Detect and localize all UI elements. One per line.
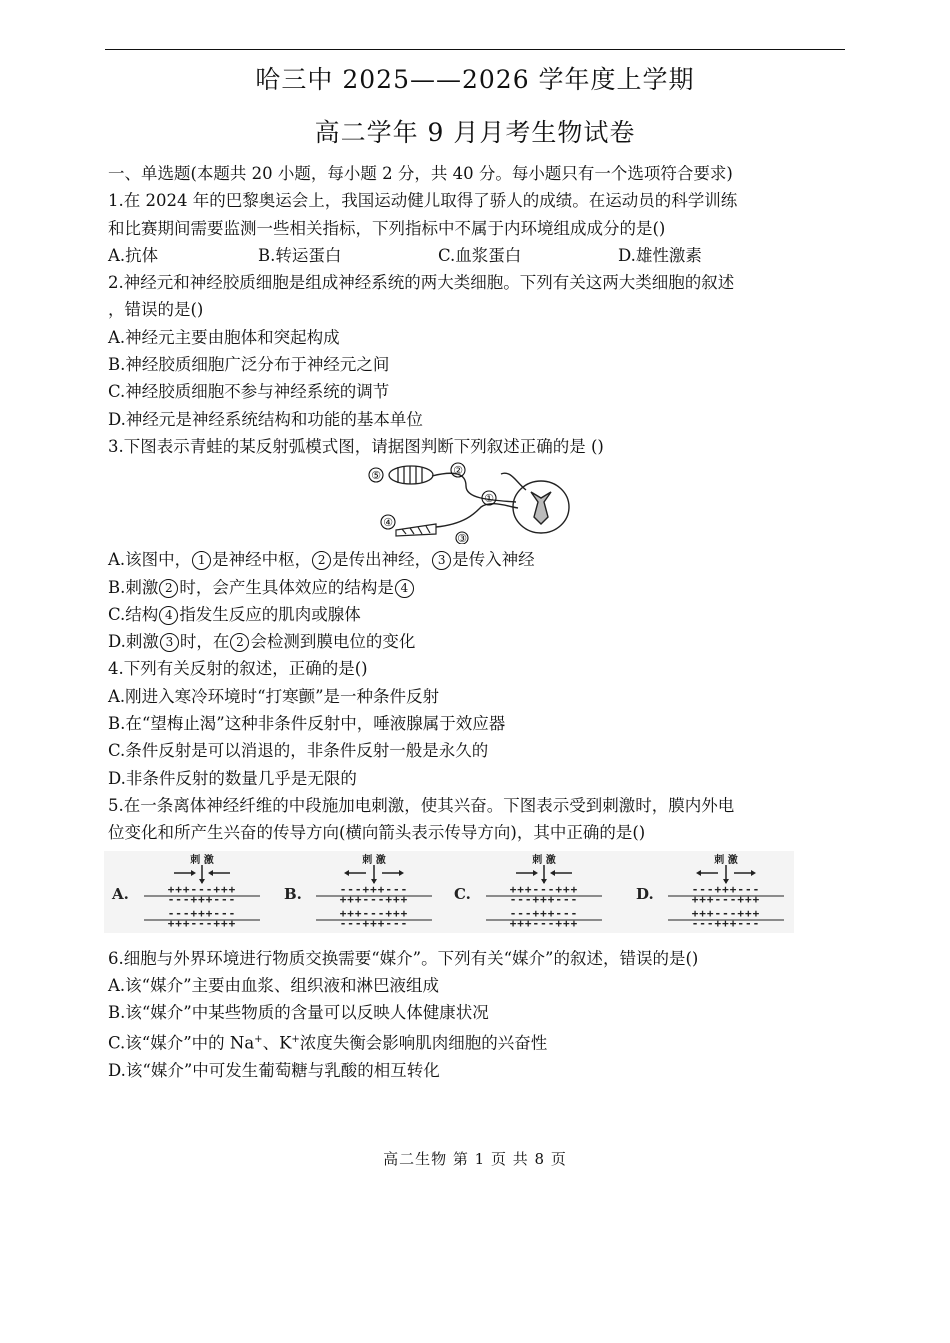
label-2: ②	[453, 464, 463, 478]
q3a-text-3: 是传出神经，	[332, 550, 432, 570]
stimulus-label: 刺 激	[362, 854, 386, 866]
q6c-text-3: 浓度失衡会影响肌肉细胞的兴奋性	[299, 1033, 548, 1053]
q1-stem-line2: 和比赛期间需要监测一些相关指标，下列指标中不属于内环境组成成分的是()	[108, 218, 666, 238]
q4-option-d: D.非条件反射的数量几乎是无限的	[108, 768, 357, 788]
panel-letter: B.	[284, 884, 302, 903]
circled-1: 1	[192, 551, 211, 570]
q1-option-d: D.雄性激素	[618, 245, 702, 265]
q2-option-d: D.神经元是神经系统结构和功能的基本单位	[108, 409, 423, 429]
membrane-charge-row: +++---+++	[167, 882, 237, 896]
membrane-potential-figure	[104, 851, 794, 933]
circled-2: 2	[312, 551, 331, 570]
nerve-fibers	[432, 473, 526, 527]
circled-4: 4	[159, 606, 178, 625]
panel-letter: D.	[636, 884, 654, 903]
spinal-cord	[513, 481, 569, 533]
q3-stem: 3.下图表示青蛙的某反射弧模式图，请据图判断下列叙述正确的是 ()	[108, 436, 604, 456]
q6c-text-1: C.该“媒介”中的 Na	[108, 1033, 255, 1053]
circled-4: 4	[395, 579, 414, 598]
section-heading: 一、单选题(本题共 20 小题，每小题 2 分，共 40 分。每小题只有一个选项符合要求)	[108, 164, 733, 183]
q5-stem-line1: 5.在一条离体神经纤维的中段施加电刺激，使其兴奋。下图表示受到刺激时，膜内外电	[108, 795, 735, 815]
q4-stem: 4.下列有关反射的叙述，正确的是()	[108, 659, 368, 679]
q3-option-c	[108, 601, 848, 628]
membrane-charge-row: ---+++---	[691, 882, 761, 896]
q5-stem-line2: 位变化和所产生兴奋的传导方向(横向箭头表示传导方向)，其中正确的是()	[108, 823, 646, 843]
q2-stem-line2: ，错误的是()	[108, 300, 204, 320]
membrane-charge-row: ---+++---	[509, 892, 579, 906]
exam-title-line2: 高二学年 9 月月考生物试卷	[314, 118, 636, 147]
q3-option-a	[108, 546, 848, 573]
label-3: ③	[457, 532, 467, 545]
label-5: ⑤	[371, 469, 381, 483]
q1-option-a: A.抗体	[108, 245, 159, 265]
panel-letter: A.	[112, 884, 129, 903]
page-footer: 高二生物 第 1 页 共 8 页	[383, 1150, 567, 1168]
q2-option-b: B.神经胶质细胞广泛分布于神经元之间	[108, 355, 390, 375]
q1-option-b: B.转运蛋白	[258, 245, 342, 265]
q1-stem-line1: 1.在 2024 年的巴黎奥运会上，我国运动健儿取得了骄人的成绩。在运动员的科学训练	[108, 191, 738, 211]
receptor-skin	[396, 524, 436, 536]
q2-stem-line1: 2.神经元和神经胶质细胞是组成神经系统的两大类细胞。下列有关这两大类细胞的叙述	[108, 273, 735, 293]
membrane-charge-row: ---+++---	[339, 916, 409, 930]
header-rule	[105, 49, 845, 50]
membrane-charge-row: +++---+++	[339, 906, 409, 920]
q6c-text-2: 、K	[262, 1033, 292, 1053]
membrane-charge-row: +++---+++	[167, 916, 237, 930]
membrane-charge-row: ---+++---	[167, 892, 237, 906]
membrane-charge-row: +++---+++	[691, 906, 761, 920]
q2-option-c: C.神经胶质细胞不参与神经系统的调节	[108, 382, 390, 402]
effector-muscle	[389, 466, 433, 484]
panel-letter: C.	[454, 884, 471, 903]
label-4: ④	[383, 516, 393, 530]
q3a-text-4: 是传入神经	[452, 550, 535, 570]
q3b-text-2: 时，会产生具体效应的结构是	[179, 577, 394, 597]
membrane-charge-row: +++---+++	[691, 892, 761, 906]
q3d-text-2: 时，在	[179, 632, 230, 652]
k-charge: +	[291, 1034, 300, 1046]
circled-3: 3	[432, 551, 451, 570]
q3c-text-1: C.结构	[108, 604, 159, 624]
q6-option-b: B.该“媒介”中某些物质的含量可以反映人体健康状况	[108, 1003, 489, 1023]
q6-option-a: A.该“媒介”主要由血浆、组织液和淋巴液组成	[108, 975, 440, 995]
q6-stem: 6.细胞与外界环境进行物质交换需要“媒介”。下列有关“媒介”的叙述，错误的是()	[108, 948, 699, 968]
membrane-charge-row: ---+++---	[339, 882, 409, 896]
stimulus-label: 刺 激	[532, 854, 556, 866]
q3-option-d	[108, 628, 848, 655]
q3d-text-1: D.刺激	[108, 632, 159, 652]
q4-option-a: A.刚进入寒冷环境时“打寒颤”是一种条件反射	[108, 686, 440, 706]
reflex-arc-diagram	[366, 462, 596, 544]
q4-option-b: B.在“望梅止渴”这种非条件反射中，唾液腺属于效应器	[108, 714, 506, 734]
q2-option-a: A.神经元主要由胞体和突起构成	[108, 327, 340, 347]
q1-options	[108, 242, 848, 269]
membrane-charge-row: ---+++---	[509, 906, 579, 920]
circled-2: 2	[230, 633, 249, 652]
q6-option-d: D.该“媒介”中可发生葡萄糖与乳酸的相互转化	[108, 1061, 440, 1081]
stimulus-label: 刺 激	[190, 854, 214, 866]
circled-2: 2	[159, 579, 178, 598]
stimulus-label: 刺 激	[714, 854, 738, 866]
q4-option-c: C.条件反射是可以消退的，非条件反射一般是永久的	[108, 741, 489, 761]
exam-title-line1: 哈三中 2025——2026 学年度上学期	[255, 65, 695, 94]
na-charge: +	[254, 1034, 263, 1046]
membrane-charge-row: +++---+++	[509, 916, 579, 930]
membrane-charge-row: +++---+++	[509, 882, 579, 896]
q3c-text-2: 指发生反应的肌肉或腺体	[179, 604, 361, 624]
q3b-text-1: B.刺激	[108, 577, 159, 597]
q3d-text-3: 会检测到膜电位的变化	[250, 632, 416, 652]
q3a-text-1: A.该图中，	[108, 550, 192, 570]
q1-option-c: C.血浆蛋白	[438, 245, 522, 265]
label-1: ①	[484, 492, 494, 506]
question-body	[108, 160, 848, 1085]
membrane-charge-row: ---+++---	[691, 916, 761, 930]
q3a-text-2: 是神经中枢，	[212, 550, 312, 570]
circled-3: 3	[160, 633, 179, 652]
q3-option-b	[108, 574, 848, 601]
membrane-charge-row: +++---+++	[339, 892, 409, 906]
q6-option-c	[108, 1026, 848, 1057]
membrane-charge-row: ---+++---	[167, 906, 237, 920]
